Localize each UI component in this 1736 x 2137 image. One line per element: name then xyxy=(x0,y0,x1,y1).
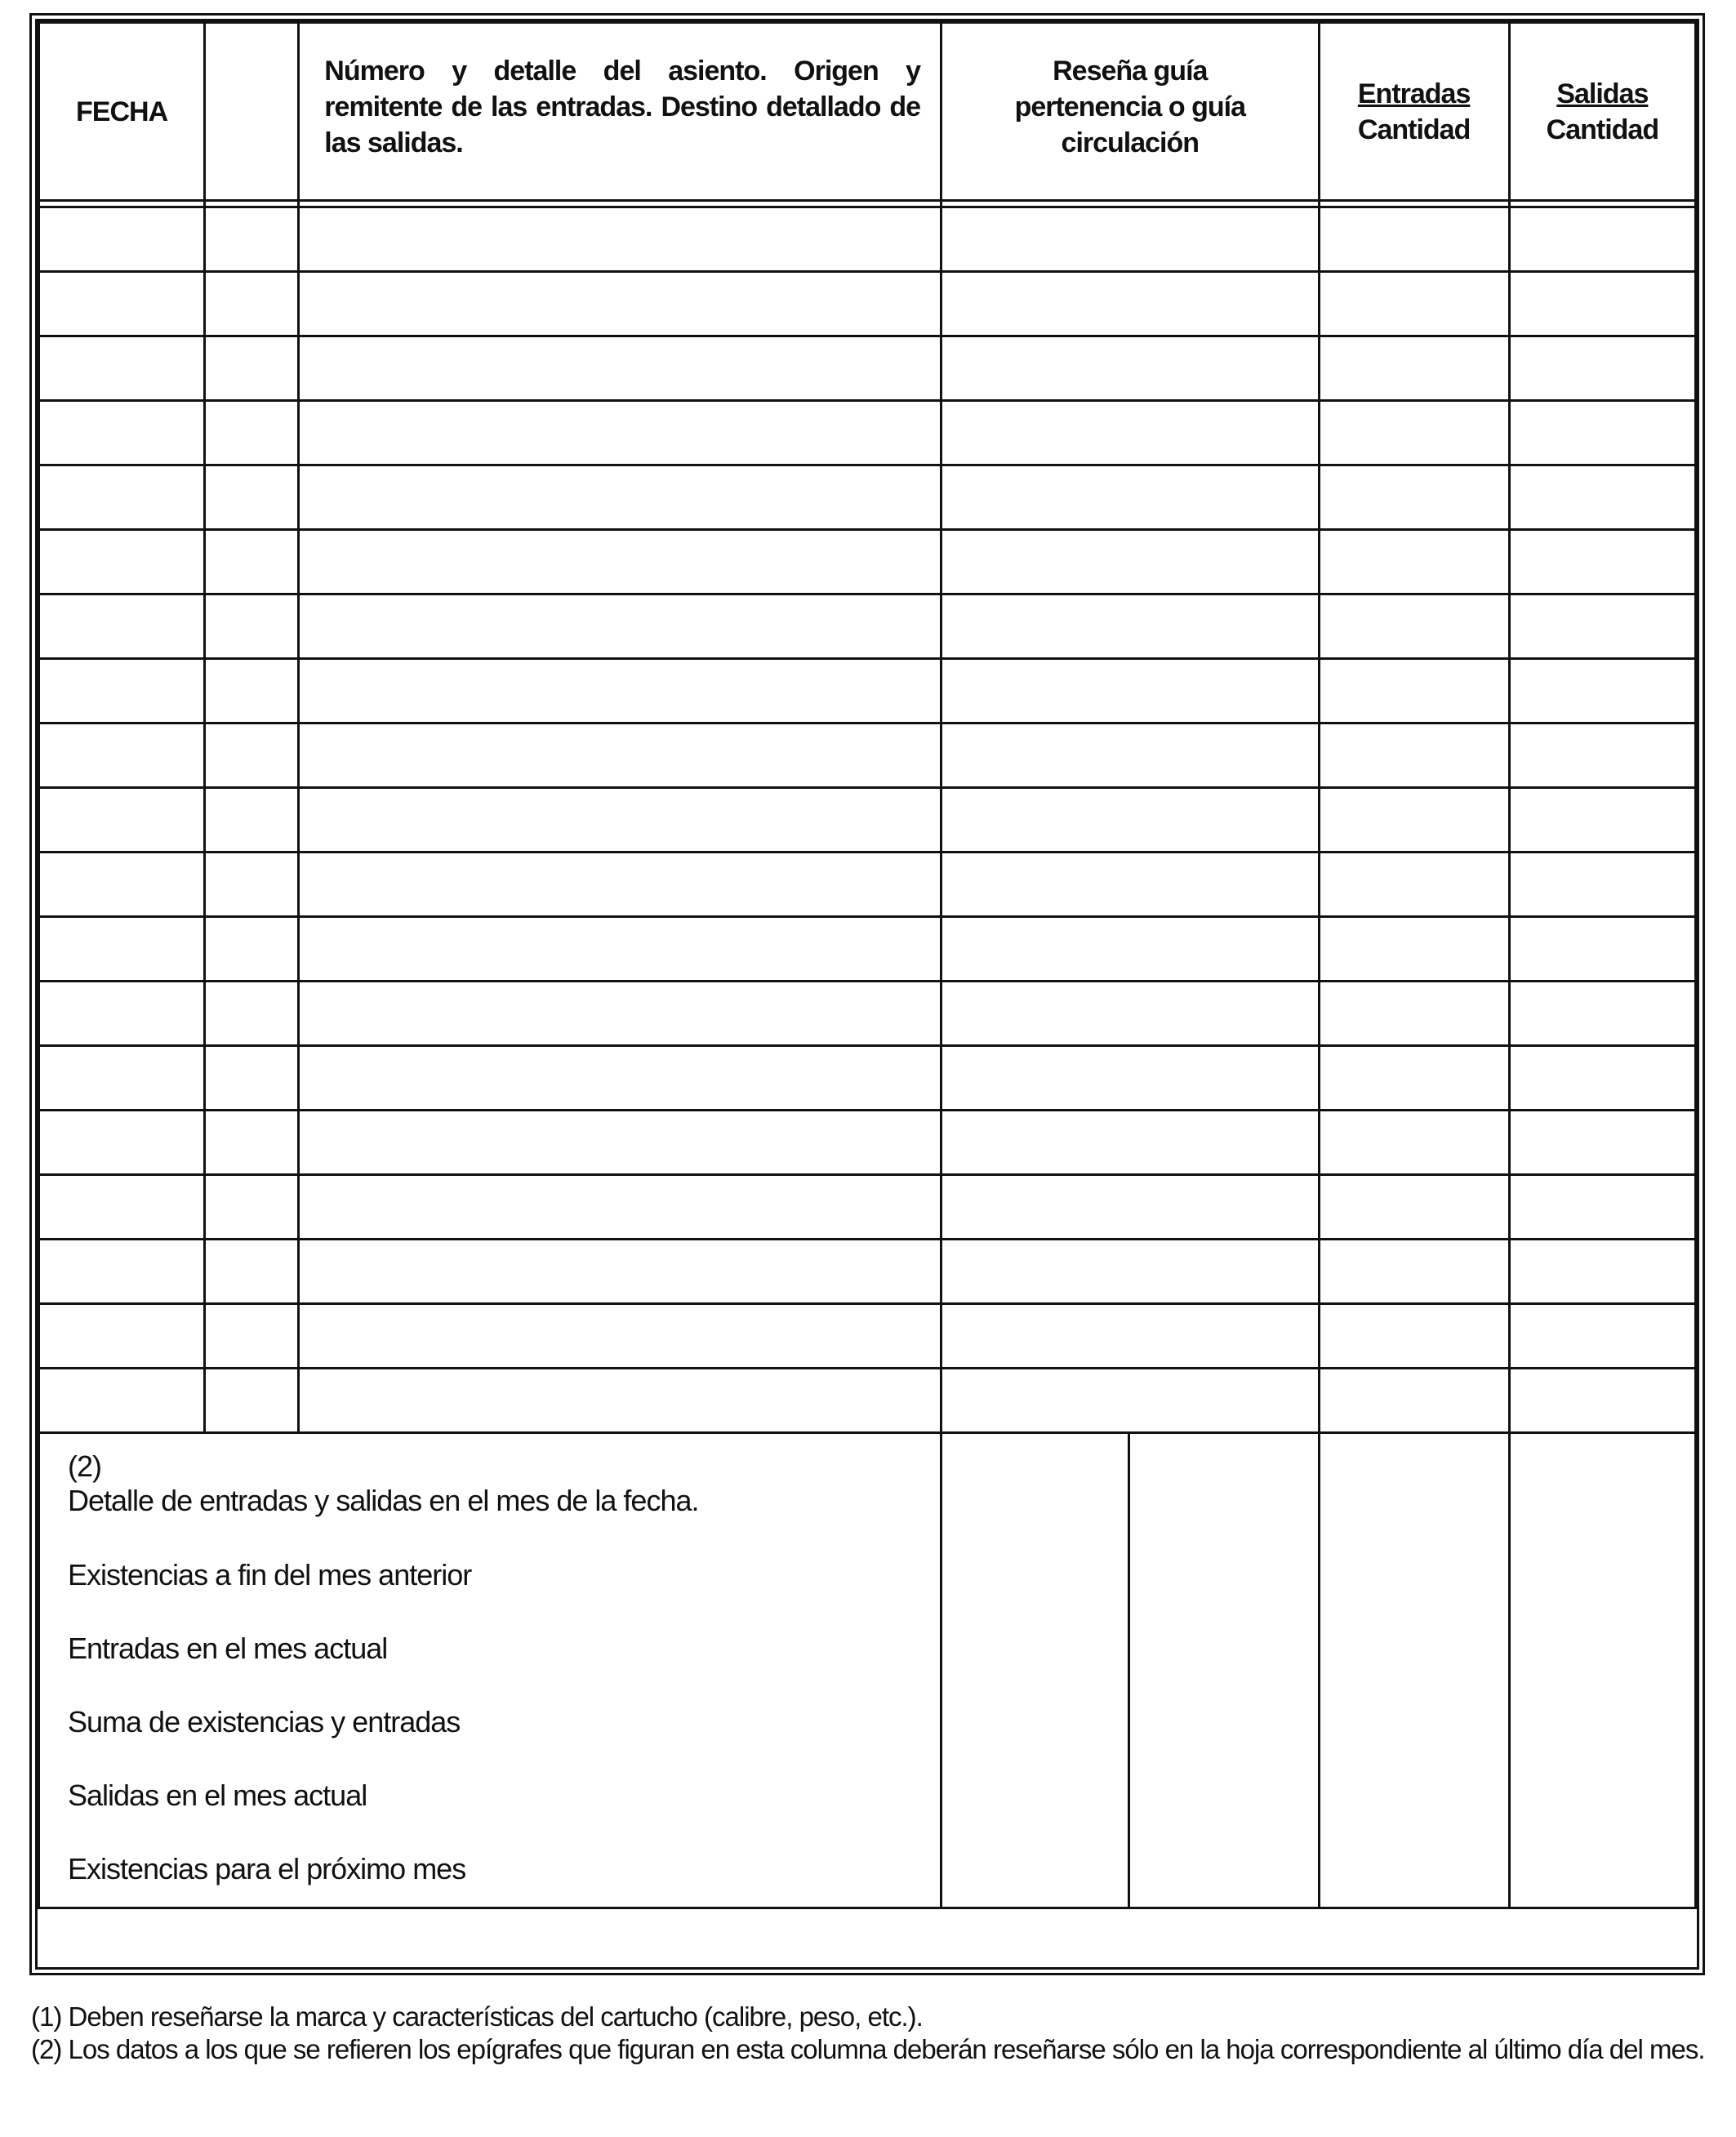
cell-fecha[interactable] xyxy=(39,530,205,594)
cell-entradas[interactable] xyxy=(1319,401,1509,465)
cell-entradas[interactable] xyxy=(1319,1304,1509,1369)
cell-blank[interactable] xyxy=(205,917,299,982)
summary-row xyxy=(39,1433,1696,1908)
summary-cell-salidas[interactable] xyxy=(1509,1433,1695,1908)
summary-line-suma: Suma de existencias y entradas xyxy=(68,1705,461,1739)
cell-resena[interactable] xyxy=(941,1046,1319,1111)
cell-blank[interactable] xyxy=(205,594,299,659)
table-row xyxy=(39,1046,1696,1111)
cell-salidas[interactable] xyxy=(1509,336,1695,401)
cell-blank[interactable] xyxy=(205,659,299,723)
cell-salidas[interactable] xyxy=(1509,1175,1695,1240)
cell-salidas[interactable] xyxy=(1509,1111,1695,1175)
cell-blank[interactable] xyxy=(205,788,299,853)
cell-entradas[interactable] xyxy=(1319,1369,1509,1433)
summary-heading: Detalle de entradas y salidas en el mes de la fecha. xyxy=(68,1484,699,1517)
cell-entradas[interactable] xyxy=(1319,207,1509,272)
cell-resena[interactable] xyxy=(941,1175,1319,1240)
cell-blank[interactable] xyxy=(205,982,299,1046)
cell-salidas[interactable] xyxy=(1509,853,1695,917)
ledger-table xyxy=(38,21,1697,1909)
header-blank xyxy=(205,23,299,201)
table-row xyxy=(39,1304,1696,1369)
table-row xyxy=(39,1111,1696,1175)
header-salidas xyxy=(1509,23,1695,201)
cell-entradas[interactable] xyxy=(1319,336,1509,401)
cell-blank[interactable] xyxy=(205,1175,299,1240)
cell-resena[interactable] xyxy=(941,982,1319,1046)
cell-entradas[interactable] xyxy=(1319,659,1509,723)
cell-salidas[interactable] xyxy=(1509,982,1695,1046)
cell-numero-detalle[interactable] xyxy=(299,336,941,401)
summary-cell-resena-b[interactable] xyxy=(1129,1433,1319,1908)
cell-entradas[interactable] xyxy=(1319,594,1509,659)
cell-entradas[interactable] xyxy=(1319,723,1509,788)
summary-line-existencias-anterior: Existencias a fin del mes anterior xyxy=(68,1558,472,1592)
cell-blank[interactable] xyxy=(205,336,299,401)
cell-resena[interactable] xyxy=(941,1304,1319,1369)
summary-cell-resena-a[interactable] xyxy=(941,1433,1129,1908)
cell-salidas[interactable] xyxy=(1509,1369,1695,1433)
cell-entradas[interactable] xyxy=(1319,853,1509,917)
cell-numero-detalle[interactable] xyxy=(299,788,941,853)
cell-fecha[interactable] xyxy=(39,1240,205,1304)
cell-fecha[interactable] xyxy=(39,1046,205,1111)
header-separator xyxy=(39,201,1696,207)
cell-entradas[interactable] xyxy=(1319,1175,1509,1240)
cell-numero-detalle[interactable] xyxy=(299,465,941,530)
header-fecha: FECHA xyxy=(39,23,205,201)
cell-salidas[interactable] xyxy=(1509,594,1695,659)
footnote-2: (2) Los datos a los que se refieren los epígrafes que figuran en esta columna deberán reseñarse sólo en la hoja correspondiente al último día del mes. xyxy=(31,2034,1705,2064)
cell-resena[interactable] xyxy=(941,1111,1319,1175)
cell-fecha[interactable] xyxy=(39,788,205,853)
cell-resena[interactable] xyxy=(941,788,1319,853)
cell-numero-detalle[interactable] xyxy=(299,272,941,336)
header-salidas-title: Salidas xyxy=(1556,78,1649,109)
ledger-sheet xyxy=(29,13,1705,1975)
cell-resena[interactable] xyxy=(941,853,1319,917)
cell-entradas[interactable] xyxy=(1319,1111,1509,1175)
header-salidas-sub: Cantidad xyxy=(1546,114,1659,145)
summary-block xyxy=(39,1433,941,1908)
cell-resena[interactable] xyxy=(941,336,1319,401)
cell-fecha[interactable] xyxy=(39,1111,205,1175)
cell-resena[interactable] xyxy=(941,530,1319,594)
cell-numero-detalle[interactable] xyxy=(299,594,941,659)
cell-blank[interactable] xyxy=(205,1046,299,1111)
cell-numero-detalle[interactable] xyxy=(299,1046,941,1111)
cell-numero-detalle[interactable] xyxy=(299,1304,941,1369)
cell-fecha[interactable] xyxy=(39,659,205,723)
summary-line-existencias-proximo: Existencias para el próximo mes xyxy=(68,1852,466,1885)
cell-blank[interactable] xyxy=(205,465,299,530)
cell-fecha[interactable] xyxy=(39,853,205,917)
cell-salidas[interactable] xyxy=(1509,1046,1695,1111)
cell-entradas[interactable] xyxy=(1319,530,1509,594)
cell-salidas[interactable] xyxy=(1509,723,1695,788)
cell-fecha[interactable] xyxy=(39,272,205,336)
cell-entradas[interactable] xyxy=(1319,272,1509,336)
header-entradas xyxy=(1319,23,1509,201)
cell-resena[interactable] xyxy=(941,659,1319,723)
table-row xyxy=(39,723,1696,788)
table-row xyxy=(39,659,1696,723)
cell-salidas[interactable] xyxy=(1509,272,1695,336)
table-row xyxy=(39,982,1696,1046)
cell-salidas[interactable] xyxy=(1509,1304,1695,1369)
cell-resena[interactable] xyxy=(941,917,1319,982)
table-row xyxy=(39,530,1696,594)
cell-fecha[interactable] xyxy=(39,1369,205,1433)
cell-blank[interactable] xyxy=(205,1240,299,1304)
cell-salidas[interactable] xyxy=(1509,788,1695,853)
cell-blank[interactable] xyxy=(205,853,299,917)
table-row xyxy=(39,1175,1696,1240)
table-row xyxy=(39,272,1696,336)
cell-resena[interactable] xyxy=(941,401,1319,465)
cell-numero-detalle[interactable] xyxy=(299,1175,941,1240)
cell-numero-detalle[interactable] xyxy=(299,530,941,594)
ledger-body xyxy=(39,201,1696,1908)
cell-resena[interactable] xyxy=(941,594,1319,659)
header-entradas-title: Entradas xyxy=(1357,78,1471,109)
cell-numero-detalle[interactable] xyxy=(299,1240,941,1304)
summary-marker: (2) xyxy=(68,1449,101,1483)
cell-salidas[interactable] xyxy=(1509,465,1695,530)
summary-line-entradas-mes: Entradas en el mes actual xyxy=(68,1632,388,1665)
cell-entradas[interactable] xyxy=(1319,465,1509,530)
cell-fecha[interactable] xyxy=(39,465,205,530)
cell-resena[interactable] xyxy=(941,1369,1319,1433)
header-row xyxy=(39,23,1696,201)
cell-fecha[interactable] xyxy=(39,982,205,1046)
cell-numero-detalle[interactable] xyxy=(299,853,941,917)
cell-resena[interactable] xyxy=(941,207,1319,272)
cell-resena[interactable] xyxy=(941,272,1319,336)
cell-blank[interactable] xyxy=(205,401,299,465)
footnote-1: (1) Deben reseñarse la marca y características del cartucho (calibre, peso, etc.). xyxy=(31,2001,923,2032)
cell-resena[interactable] xyxy=(941,465,1319,530)
cell-salidas[interactable] xyxy=(1509,917,1695,982)
cell-fecha[interactable] xyxy=(39,594,205,659)
cell-fecha[interactable] xyxy=(39,207,205,272)
header-resena-text: Reseña guía pertenencia o guía circulación xyxy=(1014,56,1245,158)
table-row xyxy=(39,853,1696,917)
cell-numero-detalle[interactable] xyxy=(299,207,941,272)
cell-entradas[interactable] xyxy=(1319,917,1509,982)
cell-blank[interactable] xyxy=(205,1369,299,1433)
cell-salidas[interactable] xyxy=(1509,401,1695,465)
header-entradas-sub: Cantidad xyxy=(1357,114,1471,145)
table-row xyxy=(39,401,1696,465)
cell-fecha[interactable] xyxy=(39,401,205,465)
cell-entradas[interactable] xyxy=(1319,788,1509,853)
cell-fecha[interactable] xyxy=(39,336,205,401)
summary-line-salidas-mes: Salidas en el mes actual xyxy=(68,1779,367,1812)
table-row xyxy=(39,336,1696,401)
table-row xyxy=(39,1240,1696,1304)
cell-numero-detalle[interactable] xyxy=(299,982,941,1046)
cell-numero-detalle[interactable] xyxy=(299,723,941,788)
summary-cell-entradas[interactable] xyxy=(1319,1433,1509,1908)
cell-blank[interactable] xyxy=(205,723,299,788)
cell-salidas[interactable] xyxy=(1509,659,1695,723)
cell-numero-detalle[interactable] xyxy=(299,401,941,465)
cell-blank[interactable] xyxy=(205,272,299,336)
cell-fecha[interactable] xyxy=(39,723,205,788)
cell-fecha[interactable] xyxy=(39,1304,205,1369)
cell-numero-detalle[interactable] xyxy=(299,1369,941,1433)
cell-salidas[interactable] xyxy=(1509,1240,1695,1304)
table-row xyxy=(39,594,1696,659)
table-row xyxy=(39,1369,1696,1433)
table-row xyxy=(39,917,1696,982)
cell-numero-detalle[interactable] xyxy=(299,659,941,723)
header-resena xyxy=(941,23,1319,201)
cell-resena[interactable] xyxy=(941,723,1319,788)
table-row xyxy=(39,465,1696,530)
cell-resena[interactable] xyxy=(941,1240,1319,1304)
cell-entradas[interactable] xyxy=(1319,1046,1509,1111)
cell-blank[interactable] xyxy=(205,1304,299,1369)
cell-entradas[interactable] xyxy=(1319,1240,1509,1304)
cell-fecha[interactable] xyxy=(39,917,205,982)
cell-blank[interactable] xyxy=(205,530,299,594)
cell-salidas[interactable] xyxy=(1509,530,1695,594)
table-row xyxy=(39,788,1696,853)
cell-entradas[interactable] xyxy=(1319,982,1509,1046)
cell-numero-detalle[interactable] xyxy=(299,917,941,982)
cell-numero-detalle[interactable] xyxy=(299,1111,941,1175)
cell-blank[interactable] xyxy=(205,207,299,272)
cell-fecha[interactable] xyxy=(39,1175,205,1240)
table-row xyxy=(39,207,1696,272)
header-numero-detalle: Número y detalle del asiento. Origen y remitente de las entradas. Destino detallado de las salidas. xyxy=(299,23,941,201)
ledger-frame xyxy=(35,19,1699,1970)
cell-salidas[interactable] xyxy=(1509,207,1695,272)
cell-blank[interactable] xyxy=(205,1111,299,1175)
footnotes xyxy=(31,2001,1713,2066)
